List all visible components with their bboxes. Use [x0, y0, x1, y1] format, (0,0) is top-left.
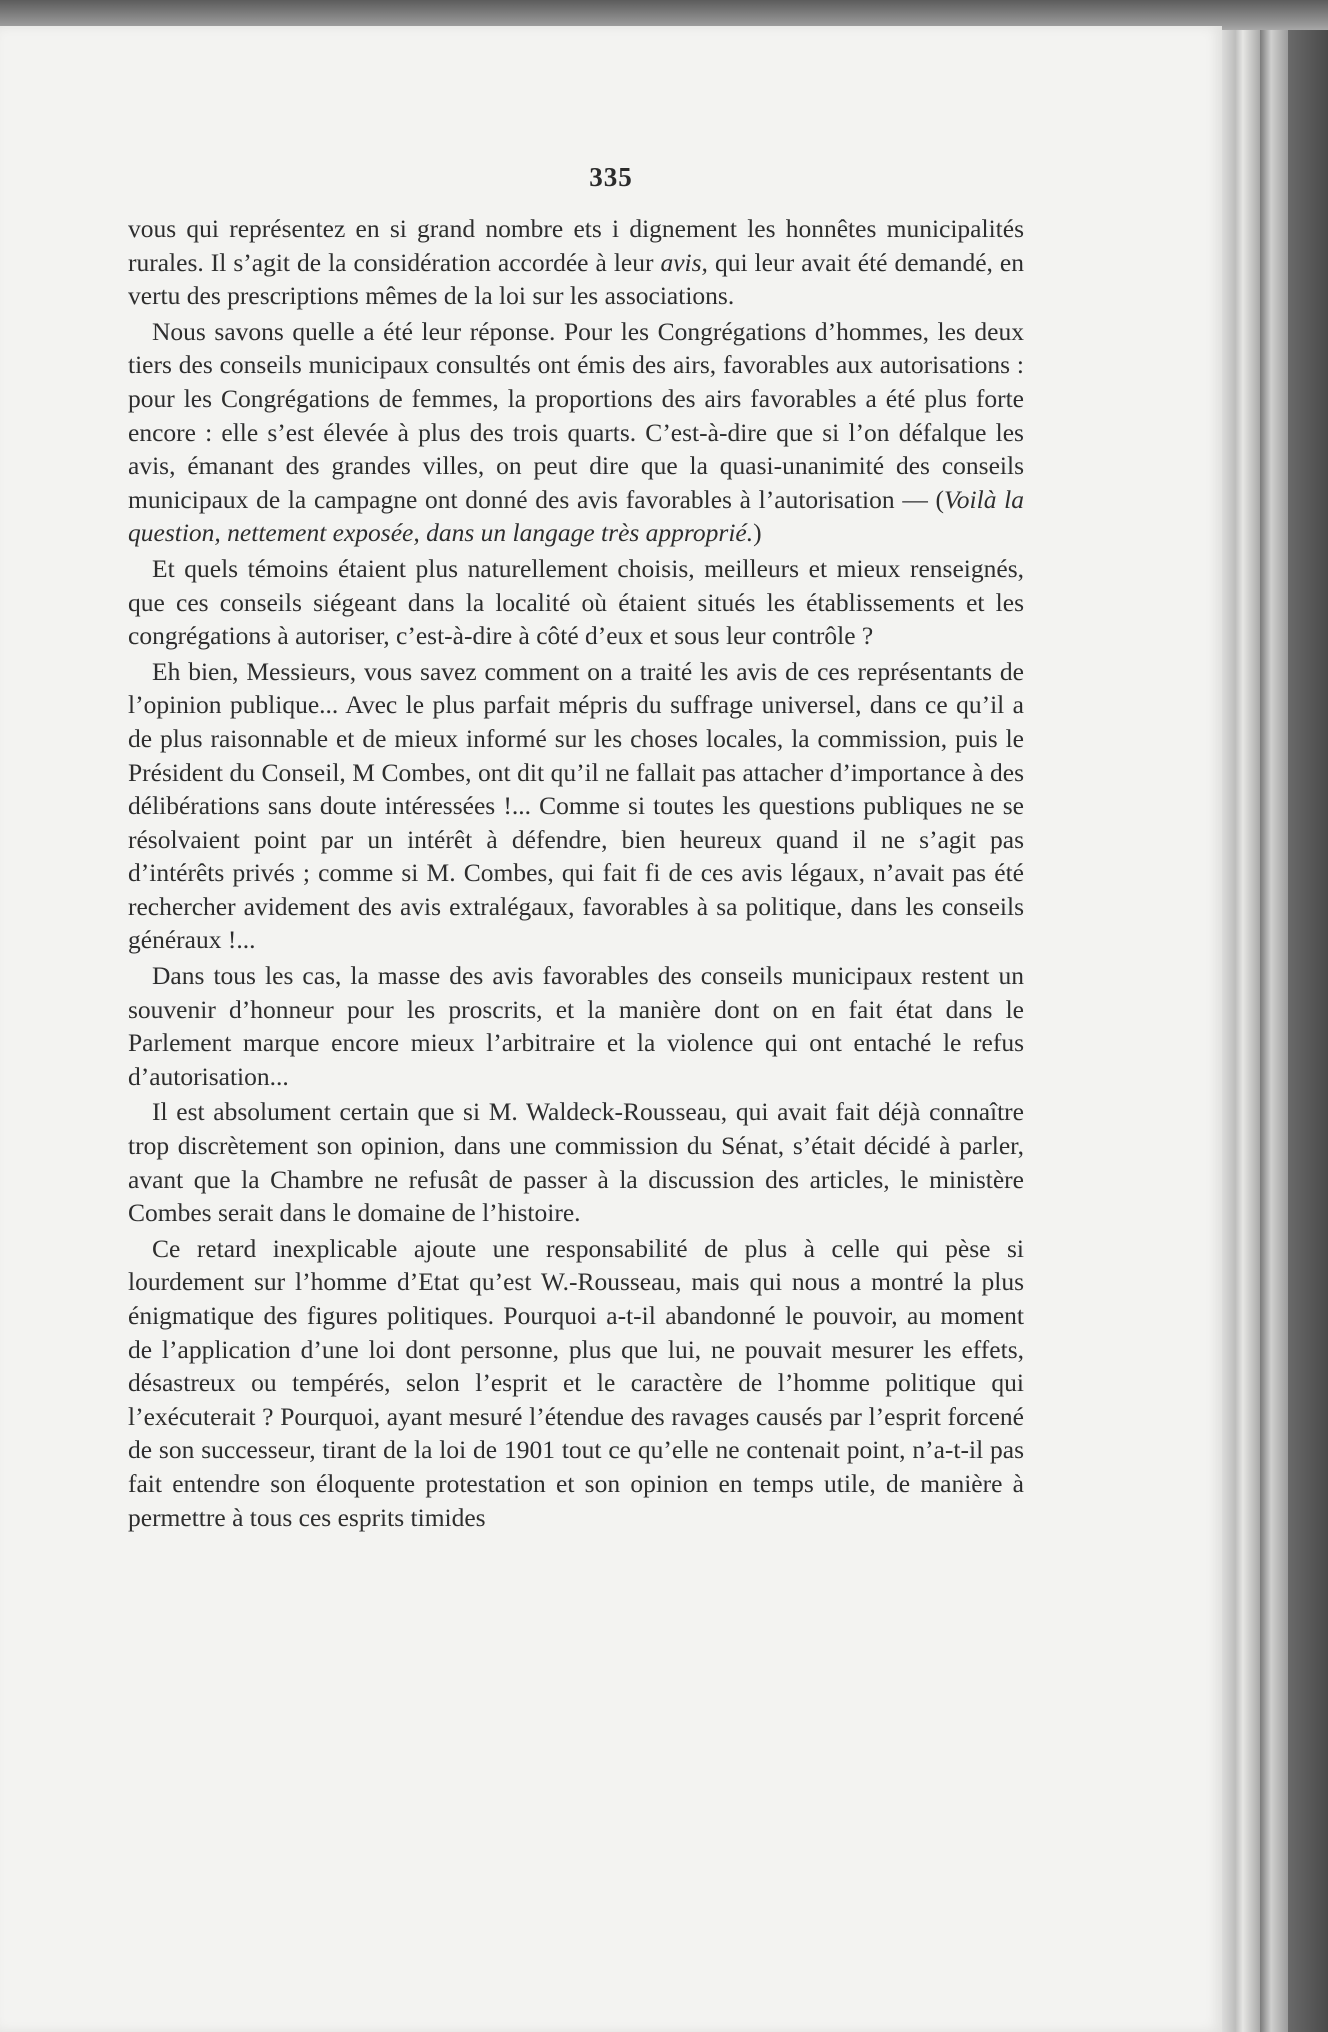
- paragraph: Eh bien, Messieurs, vous savez comment on a traité les avis de ces représentants de l’opinion publique... Avec le plus parfait mépris du suffrage universel, dans ce qu’il a de plus raisonnable et de mieux informé sur les choses locales, la commission, puis le Président du Conseil, M Combes, ont dit qu’il ne fallait pas attacher d’importance à des délibérations sans doute intéressées !... Comme si toutes les questions publiques ne se résolvaient point par un intérêt à défendre, bien heureux quand il ne s’agit pas d’intérêts privés ; comme si M. Combes, qui fait fi de ces avis légaux, n’avait pas été rechercher avidement des avis extralégaux, favorables à sa politique, dans les conseils généraux !...: [128, 656, 1024, 955]
- paragraph: vous qui représentez en si grand nombre ets i dignement les honnêtes municipalités rurales. Il s’agit de la considération accordée à leur avis, qui leur avait été demandé, en vertu des prescriptions mêmes de la loi sur les associations.: [128, 214, 1024, 311]
- scan-background: [1288, 30, 1328, 2032]
- paragraph: Ce retard inexplicable ajoute une responsabilité de plus à celle qui pèse si lourdement sur l’homme d’Etat qu’est W.-Rousseau, mais qui nous a montré la plus énigmatique des figures politiques. Pourquoi a-t-il abandonné le pouvoir, au moment de l’application d’une loi dont personne, plus que lui, ne pouvait mesurer les effets, désastreux ou tempérés, selon l’esprit et le caractère de l’homme politique qui l’exécuterait ? Pourquoi, ayant mesuré l’étendue des ravages causés par l’esprit forcené de son successeur, tirant de la loi de 1901 tout ce qu’elle ne contenait point, n’a-t-il pas fait entendre son éloquente protestation et son opinion en temps utile, de manière à permettre à tous ces esprits timides: [128, 1233, 1024, 1532]
- paragraph: Dans tous les cas, la masse des avis favorables des conseils municipaux restent un souvenir d’honneur pour les proscrits, et la manière dont on en fait état dans le Parlement marque encore mieux l’arbitraire et la violence qui ont entaché le refus d’autorisation...: [128, 961, 1024, 1091]
- paragraph: Il est absolument certain que si M. Waldeck-Rousseau, qui avait fait déjà connaître trop discrètement son opinion, dans une commission du Sénat, s’était décidé à parler, avant que la Chambre ne refusât de passer à la discussion des articles, le ministère Combes serait dans le domaine de l’histoire.: [128, 1097, 1024, 1228]
- book-binding-edge: [1260, 30, 1288, 2032]
- paragraph: Nous savons quelle a été leur réponse. Pour les Congrégations d’hommes, les deux tiers des conseils municipaux consultés ont émis des airs, favorables aux autorisations : pour les Congrégations de femmes, la proportions des airs favorables a été plus forte encore : elle s’est élevée à plus des trois quarts. C’est-à-dire que si l’on défalque les avis, émanant des grandes villes, on peut dire que la quasi-unanimité des conseils municipaux de la campagne ont donné des avis favorables à l’autorisation — (Voilà la question, nettement exposée, dans un langage très approprié.): [128, 316, 1024, 548]
- page-number: 335: [589, 162, 633, 192]
- paragraph: Et quels témoins étaient plus naturellement choisis, meilleurs et mieux renseignés, que ces conseils siégeant dans la localité où étaient situés les établissements et les congrégations à autoriser, c’est-à-dire à côté d’eux et sous leur contrôle ?: [128, 553, 1024, 651]
- body-text: [128, 212, 1024, 1534]
- page-stack-edge: [1222, 30, 1260, 2032]
